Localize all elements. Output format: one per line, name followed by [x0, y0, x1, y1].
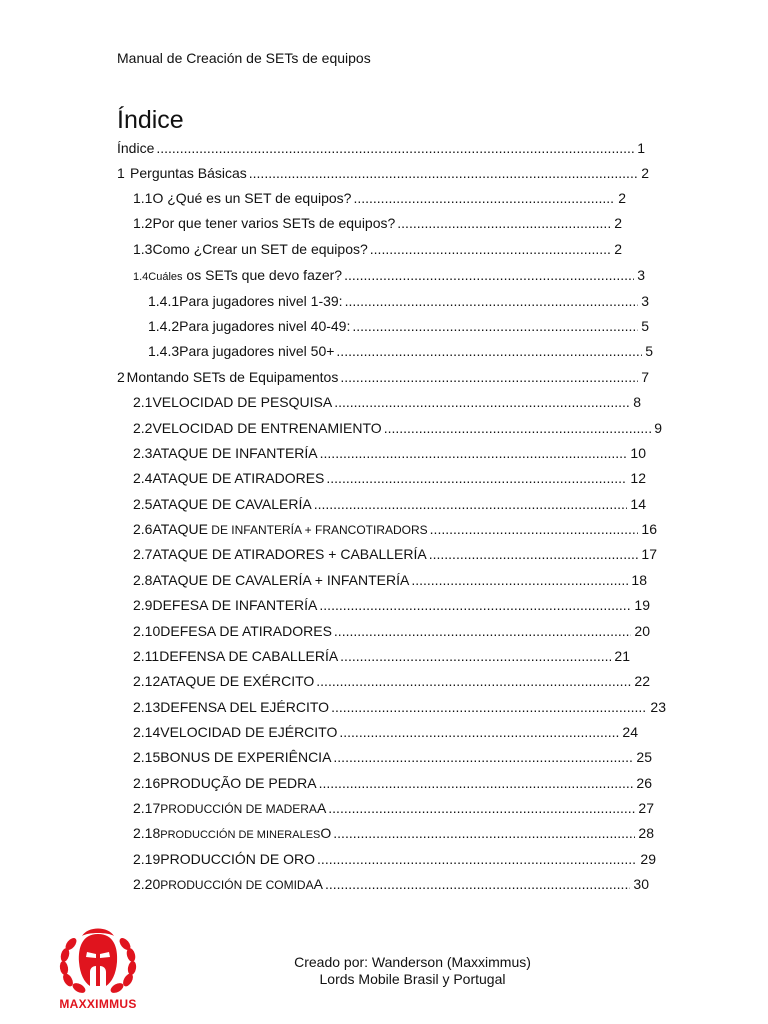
toc-entry-number: 2.16 — [133, 775, 161, 791]
toc-entry-page: 23 — [650, 699, 666, 715]
toc-entry[interactable] — [133, 468, 646, 488]
toc-entry-page: 2 — [614, 215, 622, 231]
toc-entry-title: Montando SETs de Equipamentos — [126, 369, 339, 385]
toc-entry-number: 2.7 — [133, 546, 153, 562]
toc-entry-title: ATAQUE DE EXÉRCITO — [160, 673, 315, 689]
toc-leader-dots — [328, 798, 635, 818]
toc-entry-page: 16 — [641, 521, 657, 537]
page-header: Manual de Creación de SETs de equipos — [117, 50, 371, 66]
toc-entry-title-small: PRODUCCIÓN DE COMIDA — [160, 878, 314, 892]
toc-leader-dots — [384, 418, 652, 438]
toc-entry[interactable] — [133, 874, 649, 894]
toc-entry-number: 2.11 — [133, 648, 160, 664]
toc-entry-page: 2 — [641, 165, 649, 181]
toc-entry[interactable] — [117, 138, 645, 158]
toc-entry-number: 2.8 — [133, 572, 153, 588]
footer-community: Lords Mobile Brasil y Portugal — [319, 971, 506, 987]
toc-entry[interactable] — [133, 392, 641, 412]
toc-entry-title-small: DE INFANTERÍA + FRANCOTIRADORS — [207, 523, 428, 537]
toc-entry-page: 10 — [630, 445, 646, 461]
toc-entry-page: 24 — [622, 724, 638, 740]
toc-entry-title-small: PRODUCCIÓN DE MINERALES — [160, 829, 321, 841]
toc-entry[interactable] — [133, 722, 638, 742]
toc-entry-title-small: Cuáles — [148, 271, 183, 283]
toc-entry-number: 1.1 — [133, 190, 153, 206]
toc-entry-number: 2.4 — [133, 470, 153, 486]
toc-entry-page: 29 — [640, 851, 656, 867]
toc-entry[interactable] — [117, 163, 649, 183]
toc-entry-page: 7 — [641, 369, 649, 385]
toc-entry-title: Como ¿Crear un SET de equipos? — [152, 241, 368, 257]
toc-entry-title: VELOCIDAD DE EJÉRCITO — [160, 724, 338, 740]
toc-leader-dots — [320, 443, 628, 463]
toc-leader-dots — [411, 570, 628, 590]
footer-credit: Creado por: Wanderson (Maxximmus) — [294, 954, 531, 970]
maxximmus-logo — [52, 922, 144, 1014]
toc-entry-title: os SETs que devo fazer? — [182, 267, 343, 283]
toc-leader-dots — [325, 874, 630, 894]
toc-leader-dots — [340, 367, 638, 387]
toc-entry[interactable] — [133, 418, 662, 438]
toc-entry-number: 2.2 — [133, 420, 153, 436]
toc-entry-title: Para jugadores nivel 40-49: — [179, 318, 351, 334]
toc-entry[interactable] — [133, 188, 626, 208]
toc-entry[interactable] — [133, 621, 650, 641]
toc-leader-dots — [319, 773, 634, 793]
toc-entry-number: 2.15 — [133, 749, 161, 765]
toc-entry-title: VELOCIDAD DE ENTRENAMIENTO — [152, 420, 382, 436]
toc-leader-dots — [326, 468, 627, 488]
toc-entry[interactable] — [148, 291, 649, 311]
toc-entry-number: 2.18 — [133, 825, 161, 841]
toc-entry-page: 2 — [618, 190, 626, 206]
toc-entry-page: 5 — [641, 318, 649, 334]
toc-leader-dots — [319, 595, 631, 615]
toc-entry-number: 2.17 — [133, 800, 161, 816]
toc-entry[interactable] — [133, 671, 650, 691]
toc-entry[interactable] — [133, 239, 622, 259]
toc-entry-title: Perguntas Básicas — [130, 165, 247, 181]
toc-entry[interactable] — [133, 798, 654, 818]
toc-entry-number: 2 — [117, 369, 125, 385]
toc-entry[interactable] — [133, 570, 647, 590]
toc-leader-dots — [430, 519, 639, 539]
toc-entry-title: DEFENSA DE CABALLERÍA — [159, 648, 339, 664]
toc-entry-title-small: PRODUCCIÓN DE MADERA — [160, 802, 317, 816]
toc-entry-number: 1 — [117, 165, 125, 181]
toc-entry-title: DEFESA DE ATIRADORES — [160, 623, 332, 639]
toc-entry-title: O — [320, 825, 332, 841]
toc-entry[interactable] — [133, 849, 656, 869]
toc-leader-dots — [340, 646, 611, 666]
toc-entry-page: 14 — [630, 496, 646, 512]
toc-entry-page: 27 — [638, 800, 654, 816]
toc-leader-dots — [334, 621, 632, 641]
toc-leader-dots — [429, 544, 639, 564]
toc-leader-dots — [316, 671, 631, 691]
toc-entry-title: Para jugadores nivel 1-39: — [179, 293, 343, 309]
toc-entry-number: 2.20 — [133, 876, 161, 892]
toc-entry-number: 1.4.3 — [148, 343, 180, 359]
toc-entry-number: 2.14 — [133, 724, 161, 740]
toc-entry-page: 12 — [630, 470, 646, 486]
toc-leader-dots — [352, 316, 638, 336]
toc-leader-dots — [331, 697, 647, 717]
toc-entry-page: 22 — [634, 673, 650, 689]
toc-entry-number: 2.1 — [133, 394, 153, 410]
toc-leader-dots — [333, 747, 633, 767]
toc-entry-number: 2.10 — [133, 623, 161, 639]
toc-entry-title: PRODUCCIÓN DE ORO — [160, 851, 316, 867]
toc-entry-page: 21 — [614, 648, 630, 664]
toc-entry-number: 1.3 — [133, 241, 153, 257]
toc-entry-title: ATAQUE DE CAVALERÍA + INFANTERÍA — [152, 572, 410, 588]
toc-entry-number: 1.4 — [133, 271, 149, 283]
toc-entry-page: 9 — [654, 420, 662, 436]
toc-leader-dots — [370, 239, 611, 259]
toc-entry-number: 2.6 — [133, 521, 153, 537]
toc-entry[interactable] — [133, 213, 622, 233]
toc-entry[interactable] — [133, 823, 654, 843]
toc-leader-dots — [249, 163, 638, 183]
toc-entry-number: 2.13 — [133, 699, 161, 715]
toc-entry[interactable] — [133, 443, 646, 463]
toc-entry-title: O ¿Qué es un SET de equipos? — [152, 190, 352, 206]
toc-leader-dots — [317, 849, 637, 869]
toc-entry[interactable] — [133, 773, 652, 793]
toc-entry-title: A — [316, 800, 327, 816]
toc-entry-title: ATAQUE DE INFANTERÍA — [152, 445, 318, 461]
toc-leader-dots — [339, 722, 619, 742]
toc-entry-number: 1.4.2 — [148, 318, 180, 334]
toc-entry[interactable] — [148, 316, 649, 336]
toc-entry[interactable] — [133, 494, 646, 514]
toc-entry-title: BONUS DE EXPERIÊNCIA — [160, 749, 332, 765]
toc-entry-page: 1 — [637, 140, 645, 156]
toc-entry-title: Para jugadores nivel 50+ — [179, 343, 335, 359]
toc-leader-dots — [336, 341, 642, 361]
toc-leader-dots — [156, 138, 634, 158]
toc-leader-dots — [397, 213, 611, 233]
toc-entry-title: ATAQUE — [152, 521, 208, 537]
toc-leader-dots — [345, 291, 639, 311]
toc-entry-page: 28 — [638, 825, 654, 841]
toc-entry-title: VELOCIDAD DE PESQUISA — [152, 394, 333, 410]
toc-entry[interactable] — [133, 595, 650, 615]
toc-entry-page: 2 — [614, 241, 622, 257]
toc-entry-number: 2.19 — [133, 851, 161, 867]
logo-text: MAXXIMMUS — [59, 997, 137, 1011]
toc-entry[interactable] — [133, 544, 657, 564]
toc-entry-title: ATAQUE DE CAVALERÍA — [152, 496, 312, 512]
toc-entry-page: 8 — [633, 394, 641, 410]
toc-entry[interactable] — [133, 697, 666, 717]
toc-entry-title: PRODUÇÃO DE PEDRA — [160, 775, 317, 791]
toc-entry[interactable] — [133, 646, 630, 666]
toc-entry-page: 3 — [641, 293, 649, 309]
toc-entry-page: 26 — [636, 775, 652, 791]
toc-entry-page: 25 — [636, 749, 652, 765]
toc-entry-number: 2.12 — [133, 673, 161, 689]
toc-entry-number: 1.2 — [133, 215, 153, 231]
toc-leader-dots — [333, 823, 635, 843]
toc-entry-page: 18 — [631, 572, 647, 588]
toc-entry-page: 30 — [633, 876, 649, 892]
toc-leader-dots — [334, 392, 630, 412]
toc-leader-dots — [314, 494, 628, 514]
toc-entry-title: DEFENSA DEL EJÉRCITO — [160, 699, 330, 715]
toc-title: Índice — [117, 106, 184, 134]
toc-entry-title: ATAQUE DE ATIRADORES — [152, 470, 325, 486]
toc-entry[interactable] — [117, 367, 649, 387]
toc-entry-title: Por que tener varios SETs de equipos? — [152, 215, 396, 231]
toc-entry-page: 19 — [634, 597, 650, 613]
toc-entry-title: DEFESA DE INFANTERÍA — [152, 597, 318, 613]
toc-entry[interactable] — [133, 747, 652, 767]
toc-leader-dots — [344, 265, 634, 285]
toc-entry-page: 3 — [637, 267, 645, 283]
toc-entry-title: A — [313, 876, 323, 892]
toc-entry[interactable] — [133, 519, 657, 539]
toc-entry-number: 2.5 — [133, 496, 153, 512]
toc-entry-page: 20 — [634, 623, 650, 639]
toc-entry-number: 2.3 — [133, 445, 153, 461]
toc-entry-title: ATAQUE DE ATIRADORES + CABALLERÍA — [152, 546, 427, 562]
toc-leader-dots — [353, 188, 615, 208]
page-footer — [240, 954, 585, 988]
toc-entry-number: 2.9 — [133, 597, 153, 613]
toc-entry-page: 17 — [641, 546, 657, 562]
toc-entry[interactable] — [133, 265, 645, 285]
toc-entry-title: Índice — [117, 140, 155, 156]
toc-entry-page: 5 — [645, 343, 653, 359]
toc-entry[interactable] — [148, 341, 653, 361]
toc-entry-number: 1.4.1 — [148, 293, 180, 309]
